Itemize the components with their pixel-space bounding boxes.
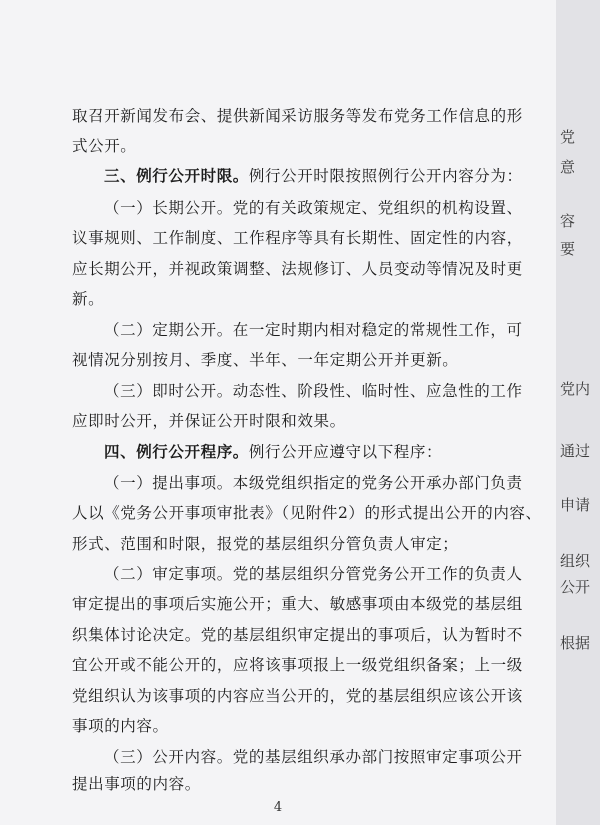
text-line: 形式、范围和时限，报党的基层组织分管负责人审定； [72, 535, 459, 553]
text-line: 议事规则、工作制度、工作程序等具有长期性、固定性的内容， [72, 229, 523, 247]
text-line: 织集体讨论决定。党的基层组织审定提出的事项后，认为暂时不 [72, 626, 523, 644]
section-heading-line [104, 164, 523, 186]
text-line: 提出事项的内容。 [72, 775, 201, 793]
text-line: （二）定期公开。在一定时期内相对稳定的常规性工作，可 [104, 321, 523, 339]
text-line: 应长期公开，并视政策调整、法规修订、人员变动等情况及时更 [72, 260, 523, 278]
adjacent-page-fragment: 通过 [560, 442, 591, 460]
adjacent-page-fragment: 要 [560, 240, 576, 258]
adjacent-page-fragment: 组织 [560, 552, 591, 570]
adjacent-page-fragment: 申请 [560, 496, 591, 514]
section-heading: 三、例行公开时限。 [104, 166, 249, 185]
text-line: 新。 [72, 290, 105, 308]
text-line: 事项的内容。 [72, 717, 169, 735]
adjacent-page-fragment: 公开 [560, 578, 591, 596]
text-line: （二）审定事项。党的基层组织分管党务公开工作的负责人 [104, 565, 523, 583]
text-line: 宜公开或不能公开的，应将该事项报上一级党组织备案；上一级 [72, 656, 523, 674]
text-line: （一）长期公开。党的有关政策规定、党组织的机构设置、 [104, 199, 523, 217]
page-number: 4 [273, 800, 283, 815]
text-line: （一）提出事项。本级党组织指定的党务公开承办部门负责 [104, 474, 523, 492]
section-heading: 四、例行公开程序。 [104, 442, 249, 461]
adjacent-page-fragment: 意 [560, 158, 576, 176]
text-line: （三）即时公开。动态性、阶段性、临时性、应急性的工作 [104, 382, 523, 400]
text-line: 党组织认为该事项的内容应当公开的，党的基层组织应该公开该 [72, 687, 523, 705]
text-line: 例行公开时限按照例行公开内容分为： [248, 167, 523, 185]
text-line: 取召开新闻发布会、提供新闻采访服务等发布党务工作信息的形 [72, 107, 523, 125]
text-line: 例行公开应遵守以下程序： [248, 443, 443, 461]
text-line: 式公开。 [72, 137, 137, 155]
adjacent-page-fragment: 党 [560, 128, 576, 146]
text-line: 应即时公开，并保证公开时限和效果。 [72, 412, 346, 430]
adjacent-page-fragment: 根据 [560, 634, 591, 652]
text-line: （三）公开内容。党的基层组织承办部门按照审定事项公开 [104, 748, 523, 766]
section-heading-line [104, 440, 442, 462]
adjacent-page-fragment: 容 [560, 212, 576, 230]
text-line: 人以《党务公开事项审批表》（见附件2）的形式提出公开的内容、 [72, 504, 542, 522]
text-line: 审定提出的事项后实施公开；重大、敏感事项由本级党的基层组 [72, 595, 523, 613]
adjacent-page-edge [556, 0, 600, 825]
text-line: 视情况分别按月、季度、半年、一年定期公开并更新。 [72, 351, 459, 369]
adjacent-page-fragment: 党内 [560, 380, 591, 398]
